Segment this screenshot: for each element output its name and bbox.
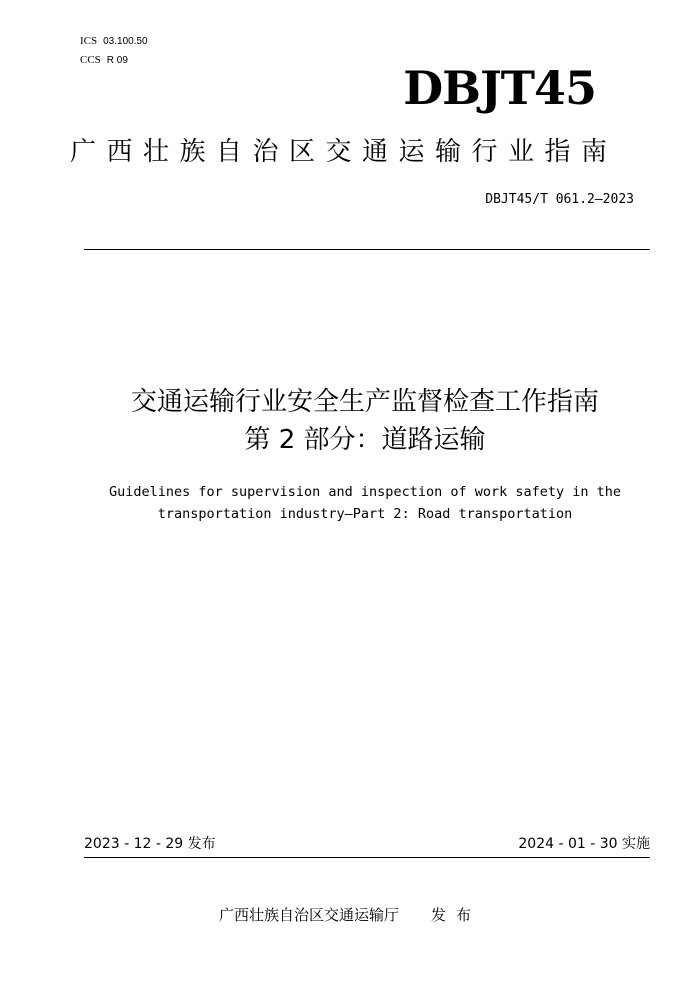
document-title-zh-line2: 第 2 部分：道路运输 — [244, 425, 486, 455]
issuer-title: 广西壮族自治区交通运输行业指南 — [70, 137, 618, 167]
ics-value: 03.100.50 — [103, 36, 148, 47]
publisher-line — [0, 904, 700, 926]
standard-number: DBJT45/T 061.2—2023 — [485, 192, 634, 207]
bottom-divider — [84, 857, 650, 858]
implementation-date: 2024 - 01 - 30 实施 — [518, 836, 650, 852]
top-divider — [84, 249, 650, 250]
publisher-name: 广西壮族自治区交通运输厅 — [218, 906, 399, 924]
brand-code-logo: DBJT45 — [403, 61, 596, 115]
publisher-action: 发布 — [431, 906, 482, 924]
document-title-en-line1: Guidelines for supervision and inspection of work safety in the — [108, 484, 622, 500]
ics-classification — [80, 34, 148, 49]
ccs-classification — [80, 53, 128, 68]
document-title-zh-line1: 交通运输行业安全生产监督检查工作指南 — [130, 387, 599, 417]
document-title-en-line2: transportation industry—Part 2: Road transportation — [157, 506, 573, 522]
ccs-value: R 09 — [106, 55, 128, 66]
ccs-label: CCS — [80, 54, 101, 66]
ics-label: ICS — [80, 35, 98, 47]
issue-date: 2023 - 12 - 29 发布 — [84, 836, 216, 852]
